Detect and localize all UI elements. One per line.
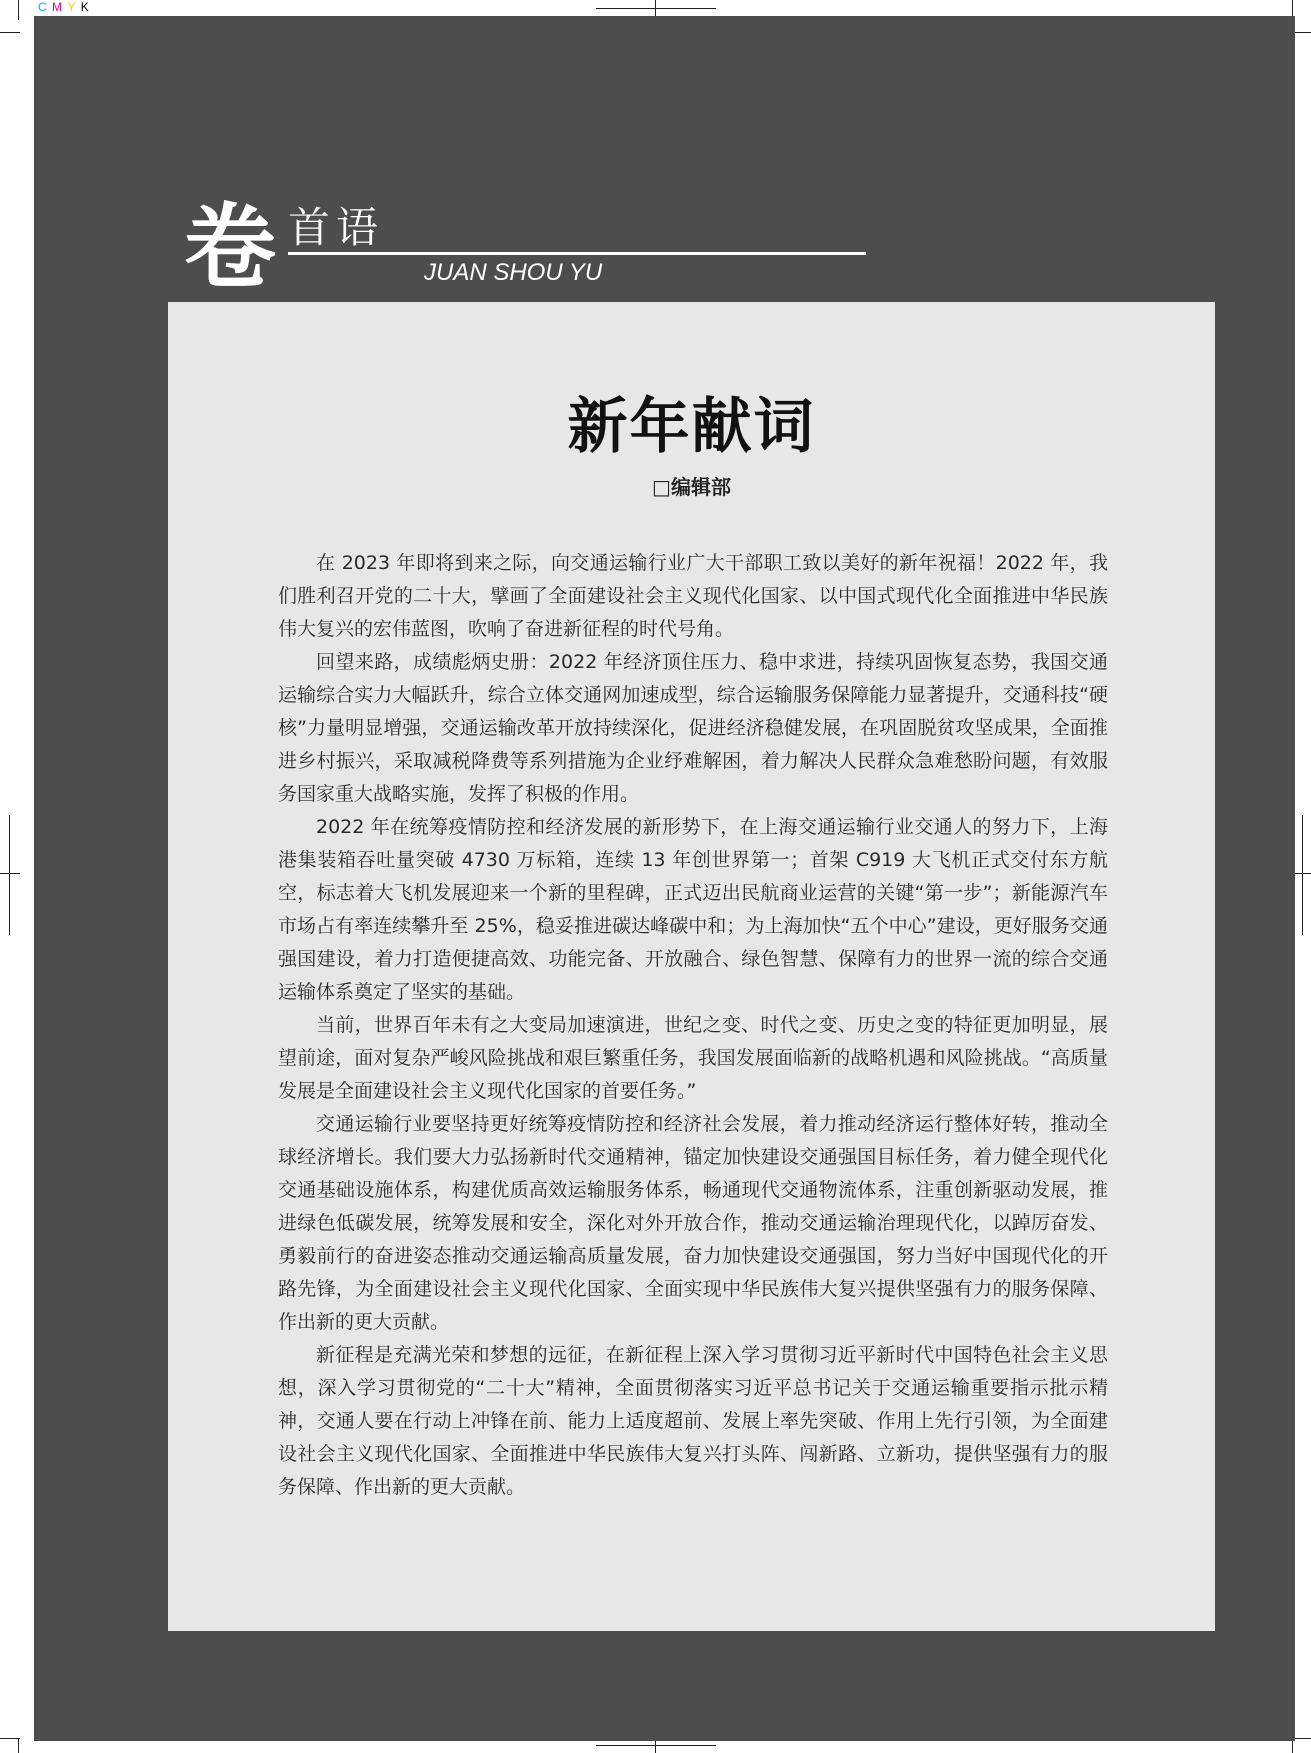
crop-mark-bottom-left-v [18, 1738, 19, 1753]
column-header-big-char: 卷 [184, 193, 277, 301]
cmyk-k: K [80, 0, 90, 14]
column-header-rule [288, 252, 866, 255]
crop-mark-top-left-v [18, 0, 19, 20]
cmyk-y: Y [67, 0, 77, 14]
article-title: 新年献词 [567, 392, 816, 462]
cmyk-registration-mark [38, 0, 90, 14]
article-paragraph: 2022 年在统筹疫情防控和经济发展的新形势下，在上海交通运输行业交通人的努力下，上海港集装箱吞吐量突破 4730 万标箱，连续 13 年创世界第一；首架 C919 大飞机正式交付东方航空，标志着大飞机发展迎来一个新的里程碑，正式迈出民航商业运营的关键“第一步”；新能源汽车市场占有率连续攀升至 25%，稳妥推进碳达峰碳中和；为上海加快“五个中心”建设，更好服务交通强国建设，着力打造便捷高效、功能完备、开放融合、绿色智慧、保障有力的世界一流的综合交通运输体系奠定了坚实的基础。 [278, 816, 1108, 1003]
crop-mark-left-mid-h [0, 873, 20, 874]
crop-mark-bottom-center-h [596, 1745, 716, 1746]
column-header [184, 193, 884, 301]
article-panel [168, 302, 1215, 1631]
cmyk-m: M [52, 0, 64, 14]
column-header-pinyin: JUAN SHOU YU [424, 259, 603, 286]
crop-mark-top-left-h [0, 32, 20, 33]
article-paragraph: 回望来路，成绩彪炳史册：2022 年经济顶住压力、稳中求进，持续巩固恢复态势，我国交通运输综合实力大幅跃升，综合立体交通网加速成型，综合运输服务保障能力显著提升，交通科技“硬核”力量明显增强，交通运输改革开放持续深化，促进经济稳健发展，在巩固脱贫攻坚成果，全面推进乡村振兴，采取减税降费等系列措施为企业纾难解困，着力解决人民群众急难愁盼问题，有效服务国家重大战略实施，发挥了积极的作用。 [278, 651, 1108, 805]
article-byline: □编辑部 [652, 475, 731, 499]
crop-mark-top-center-h [596, 8, 716, 9]
column-header-title: 首语 [288, 203, 385, 252]
magazine-page [34, 16, 1295, 1741]
crop-mark-right-mid-v [1302, 815, 1303, 935]
cmyk-c: C [38, 0, 48, 14]
article-body [278, 547, 1108, 1504]
article-paragraph: 在 2023 年即将到来之际，向交通运输行业广大干部职工致以美好的新年祝福！2022 年，我们胜利召开党的二十大，擘画了全面建设社会主义现代化国家、以中国式现代化全面推进中华民族伟大复兴的宏伟蓝图，吹响了奋进新征程的时代号角。 [278, 552, 1108, 640]
article-paragraph: 新征程是充满光荣和梦想的远征，在新征程上深入学习贯彻习近平新时代中国特色社会主义思想，深入学习贯彻党的“二十大”精神，全面贯彻落实习近平总书记关于交通运输重要指示批示精神，交通人要在行动上冲锋在前、能力上适度超前、发展上率先突破、作用上先行引领，为全面建设社会主义现代化国家、全面推进中华民族伟大复兴打头阵、闯新路、立新功，提供坚强有力的服务保障、作出新的更大贡献。 [278, 1344, 1108, 1498]
article-paragraph: 当前，世界百年未有之大变局加速演进，世纪之变、时代之变、历史之变的特征更加明显，展望前途，面对复杂严峻风险挑战和艰巨繁重任务，我国发展面临新的战略机遇和风险挑战。“高质量发展是全面建设社会主义现代化国家的首要任务。” [278, 1014, 1108, 1102]
article-paragraph: 交通运输行业要坚持更好统筹疫情防控和经济社会发展，着力推动经济运行整体好转，推动全球经济增长。我们要大力弘扬新时代交通精神，锚定加快建设交通强国目标任务，着力健全现代化交通基础设施体系，构建优质高效运输服务体系，畅通现代交通物流体系，注重创新驱动发展，推进绿色低碳发展，统筹发展和安全，深化对外开放合作，推动交通运输治理现代化，以踔厉奋发、勇毅前行的奋进姿态推动交通运输高质量发展，奋力加快建设交通强国，努力当好中国现代化的开路先锋，为全面建设社会主义现代化国家、全面实现中华民族伟大复兴提供坚强有力的服务保障、作出新的更大贡献。 [278, 1113, 1108, 1333]
crop-mark-left-mid-v [9, 815, 10, 935]
crop-mark-bottom-left-h [0, 1738, 20, 1739]
